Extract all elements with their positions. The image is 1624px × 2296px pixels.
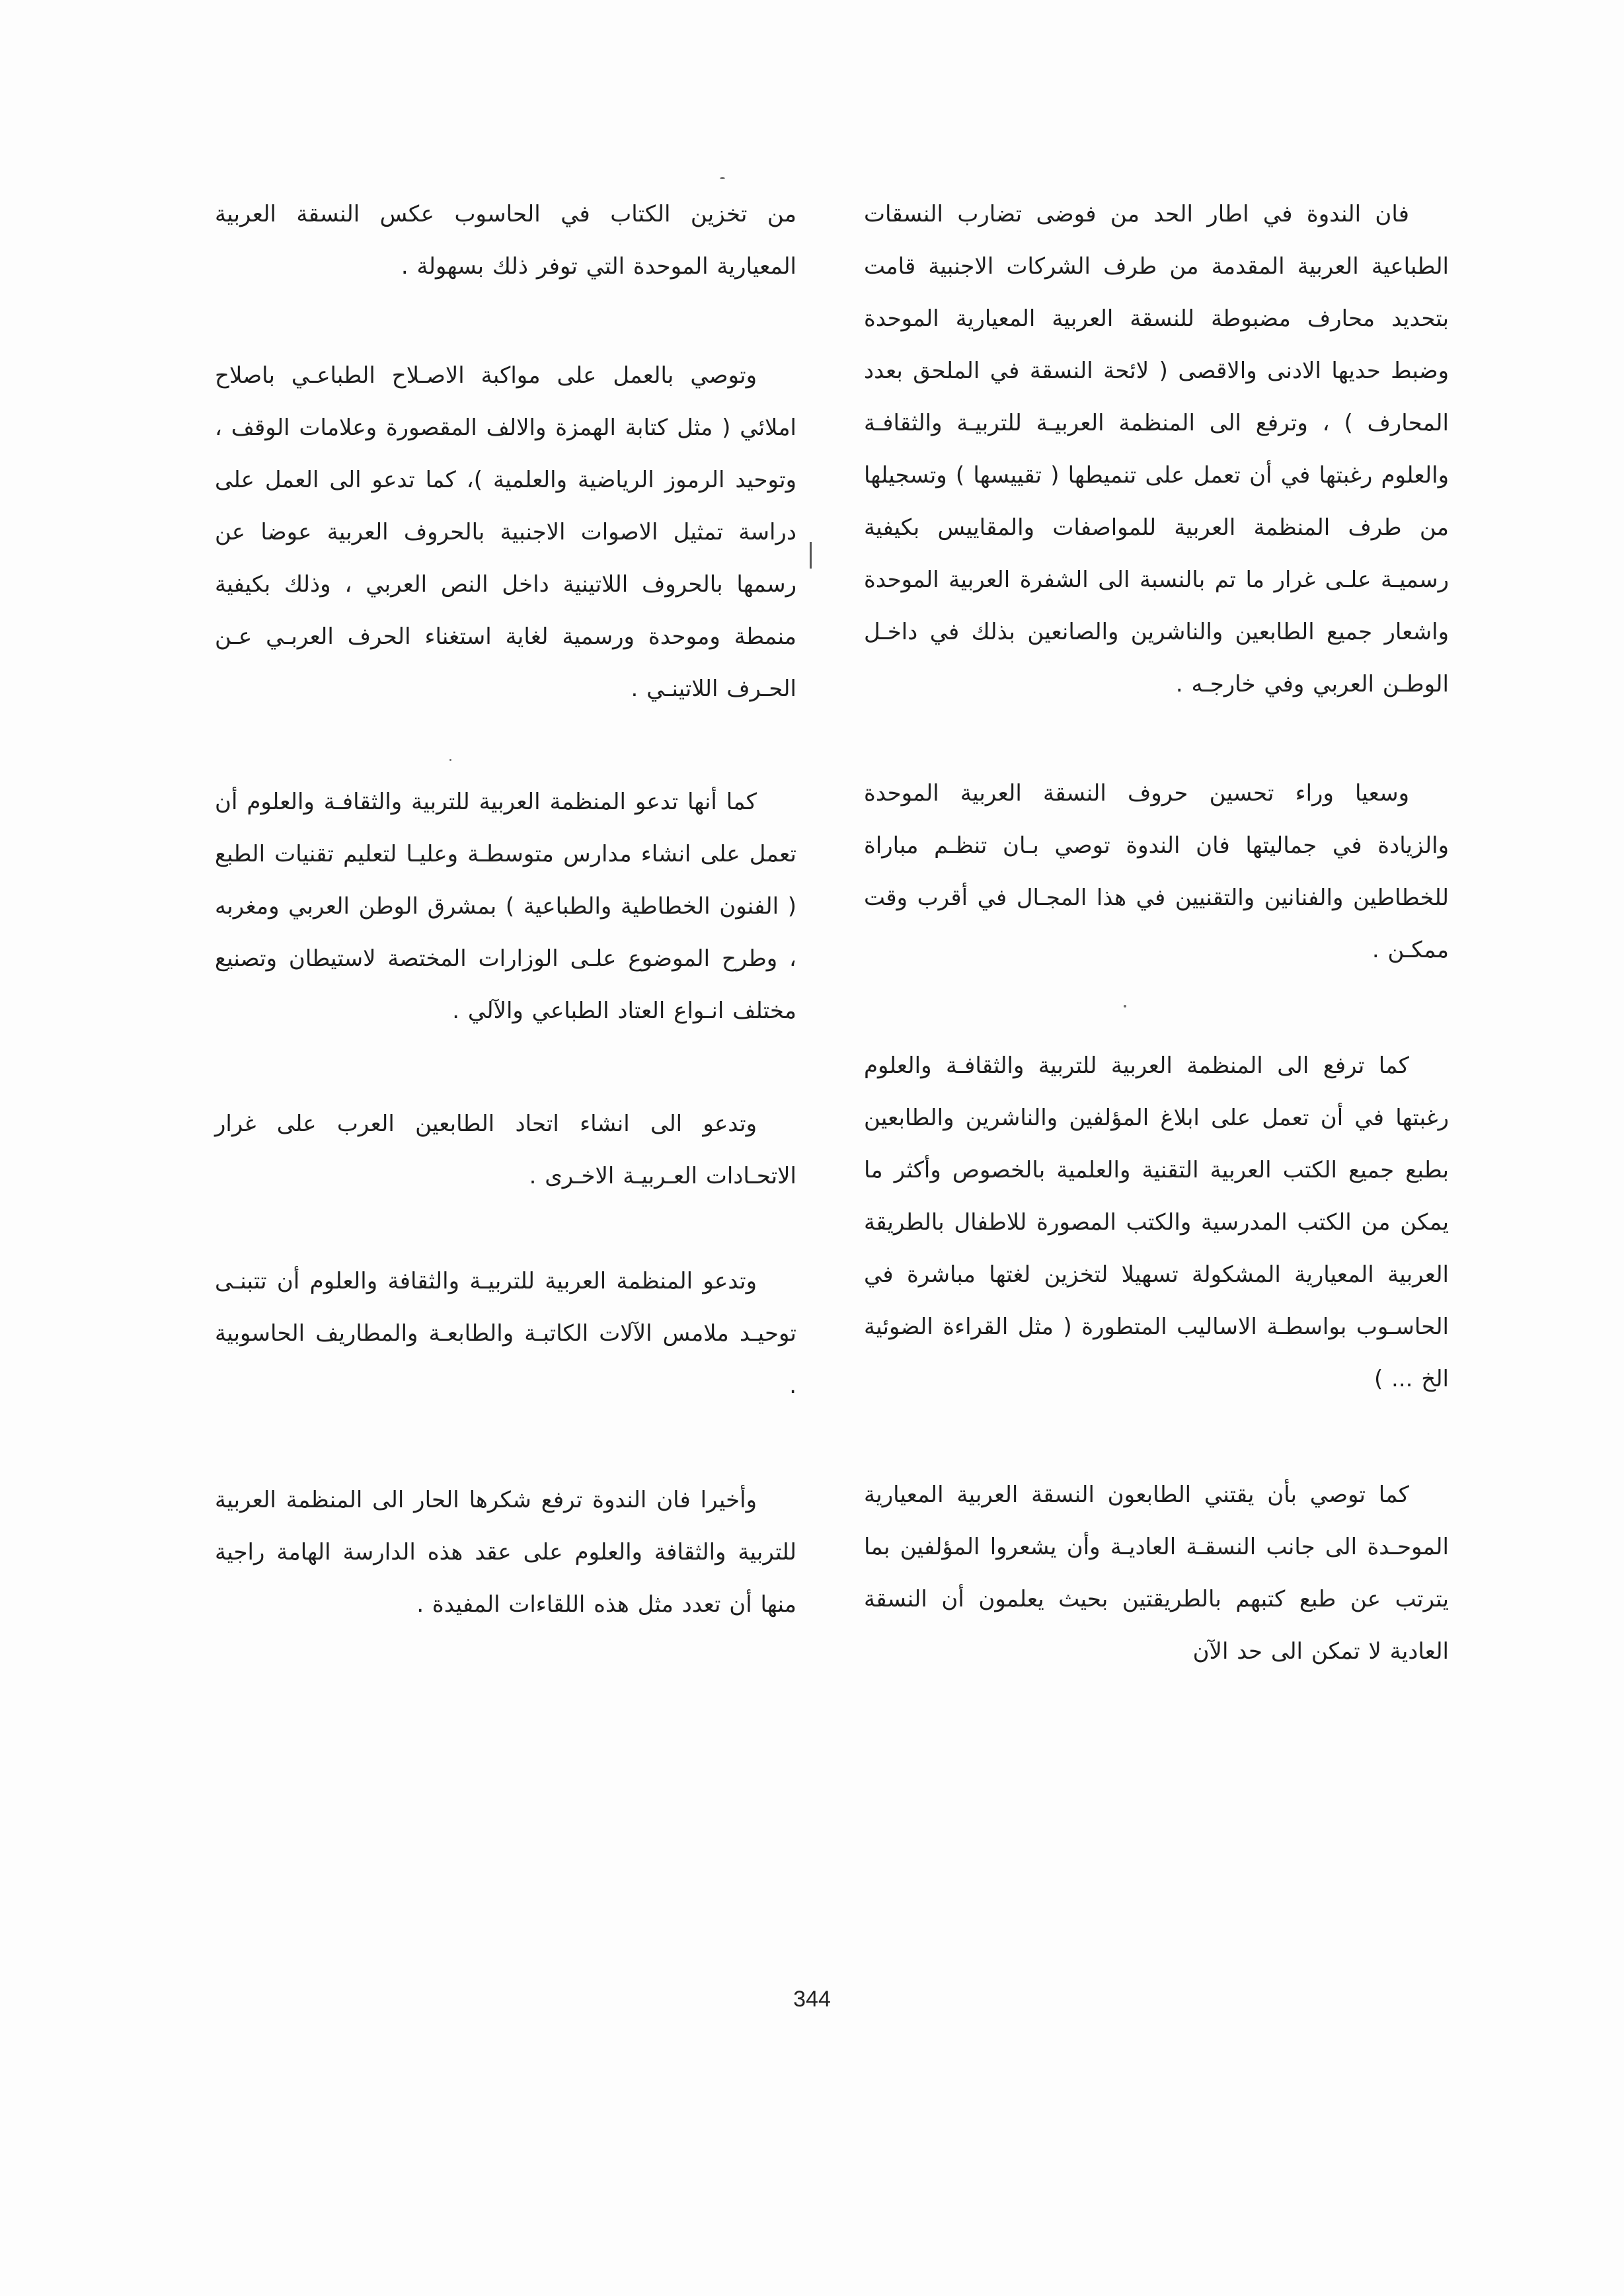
- paragraph-printers-acquire-font: كما توصي بأن يقتني الطابعون النسقة العربية المعيارية الموحـدة الى جانب النسقـة العاديـة وأن يشعروا المؤلفين بما يترتب عن طبع كتبهم بالطريقتين بحيث يعلمون أن النسقة العادية لا تمكن الى حد الآن: [864, 1482, 1449, 1665]
- scan-speck: [720, 177, 725, 179]
- margin-mark: [810, 542, 812, 569]
- paragraph-vocalized-books: كما ترفع الى المنظمة العربية للتربية والثقافـة والعلوم رغبتها في أن تعمل على ابلاغ المؤلفين والناشرين والطابعين بطبع جميع الكتب العربية التقنية والعلمية بالخصوص وأكثر ما يمكن من الكتب المدرسية والكتب المصورة للاطفال بالطريقة العربية المعيارية المشكولة تسهيلا لتخزين لغتها مباشرة في الحاسـوب بواسطـة الاساليب المتطورة ( مثل القراءة الضوئية الخ ... ): [864, 1052, 1449, 1392]
- right-text-column: [864, 188, 1449, 1678]
- paragraph-continuation: من تخزين الكتاب في الحاسوب عكس النسقة العربية المعيارية الموحدة التي توفر ذلك بسهولة .: [215, 201, 796, 280]
- paragraph-keyboard-unification: وتدعو المنظمة العربية للتربيـة والثقافة والعلوم أن تتبنـى توحيـد ملامس الآلات الكاتبـة والطابعـة والمطاريف الحاسوبية .: [215, 1268, 796, 1399]
- page-number: 344: [793, 1987, 831, 2012]
- paragraph-printers-union: وتدعو الى انشاء اتحاد الطابعين العرب على غرار الاتحـادات العـربيـة الاخـرى .: [215, 1111, 796, 1189]
- paragraph-standardization-request: فان الندوة في اطار الحد من فوضى تضارب النسقات الطباعية العربية المقدمة من طرف الشركات الاجنبية قامت بتحديد محارف مضبوطة للنسقة العربية المعيارية الموحدة وضبط حديها الادنى والاقصى ( لائحة النسقة في الملحق بعدد المحارف ) ، وترفع الى المنظمة العربيـة للتربيـة والثقافـة والعلوم رغبتها في أن تعمل على تنميطها ( تقييسها ) وتسجيلها من طرف المنظمة العربية للمواصفات والمقاييس بكيفية رسميـة علـى غرار ما تم بالنسبة الى الشفرة العربية الموحدة واشعار جميع الطابعين والناشرين والصانعين بذلك في داخـل الوطـن العربي وفي خارجـه .: [864, 201, 1449, 697]
- paragraph-printing-schools: كما أنها تدعو المنظمة العربية للتربية والثقافـة والعلوم أن تعمل على انشاء مدارس متوسطـة وعليـا لتعليم تقنيات الطبع ( الفنون الخطاطية والطباعية ) بمشرق الوطن العربي ومغربه ، وطرح الموضوع علـى الوزارات المختصة لاستيطان وتصنيع مختلف انـواع العتاد الطباعي والآلي .: [215, 789, 796, 1024]
- scan-speck: [1124, 1005, 1126, 1008]
- paragraph-spelling-reform: وتوصي بالعمل على مواكبة الاصـلاح الطباعـي باصلاح املائي ( مثل كتابة الهمزة والالف المقصورة وعلامات الوقف ، وتوحيد الرموز الرياضية والعلمية )، كما تدعو الى العمل على دراسة تمثيل الاصوات الاجنبية بالحروف العربية عوضا عن رسمها بالحروف اللاتينية داخل النص العربي ، وذلك بكيفية منمطة وموحدة ورسمية لغاية استغناء الحرف العربـي عـن الحـرف اللاتينـي .: [215, 362, 796, 702]
- scan-speck: [449, 759, 451, 761]
- paragraph-closing-thanks: وأخيرا فان الندوة ترفع شكرها الحار الى المنظمة العربية للتربية والثقافة والعلوم على عقد هذه الدارسة الهامة راجية منها أن تعدد مثل هذه اللقاءات المفيدة .: [215, 1487, 796, 1618]
- paragraph-calligraphy-competition: وسعيا وراء تحسين حروف النسقة العربية الموحدة والزيادة في جماليتها فان الندوة توصي بـان تنظـم مباراة للخطاطين والفنانين والتقنيين في هذا المجـال في أقرب وقت ممكـن .: [864, 780, 1449, 963]
- left-text-column: [215, 188, 796, 1631]
